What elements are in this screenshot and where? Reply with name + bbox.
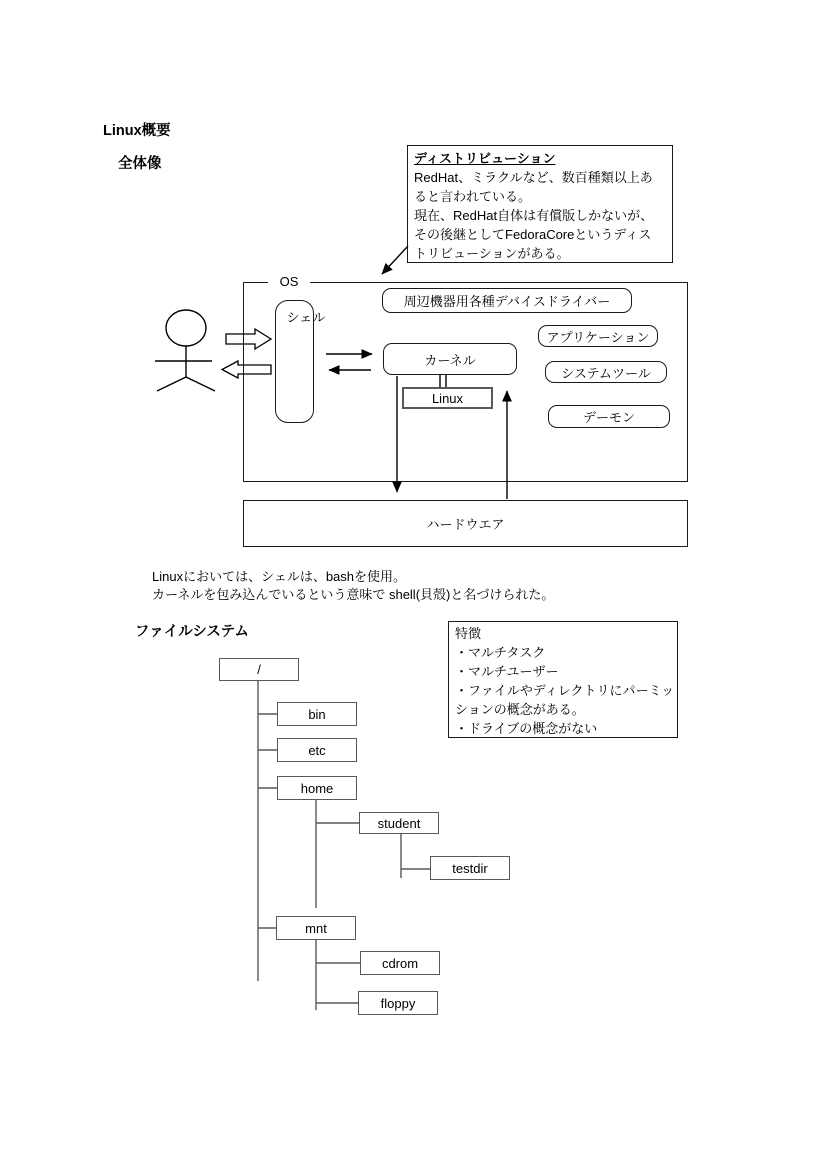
distribution-pointer-arrow (382, 246, 408, 274)
system-tool-box: システムツール (545, 361, 667, 383)
distribution-note-line: トリビューションがある。 (414, 246, 570, 261)
distribution-note-line: その後継としてFedoraCoreというディス (414, 227, 652, 242)
tree-node-floppy: floppy (358, 991, 438, 1015)
features-note-line: ・ファイルやディレクトリにパーミッ (455, 683, 675, 698)
shell-box (275, 300, 326, 423)
overview-heading: 全体像 (118, 156, 162, 172)
distribution-note-line: ると言われている。 (414, 189, 532, 204)
distribution-note-line: RedHat、ミラクルなど、数百種類以上あ (414, 170, 653, 185)
shell-label: シェル (286, 310, 326, 325)
device-driver-box: 周辺機器用各種デバイスドライバー (382, 288, 632, 313)
features-note-box (448, 621, 678, 738)
tree-node-home: home (277, 776, 357, 800)
distribution-note-title: ディストリビューション (414, 151, 556, 166)
distribution-note-line: 現在、RedHat自体は有償版しかないが、 (414, 208, 654, 223)
shell-note-line: カーネルを包み込んでいるという意味で shell(貝殻)と名づけられた。 (152, 586, 555, 602)
distribution-note-box (407, 145, 673, 263)
hardware-box: ハードウエア (243, 500, 688, 547)
features-note-line: ・マルチタスク (455, 645, 546, 660)
os-label: OS (268, 274, 310, 290)
daemon-box: デーモン (548, 405, 670, 428)
page-title: Linux概要 (103, 123, 171, 139)
tree-node-student: student (359, 812, 439, 834)
tree-node-mnt: mnt (276, 916, 356, 940)
tree-node-bin: bin (277, 702, 357, 726)
filesystem-heading: ファイルシステム (135, 624, 249, 640)
shell-note (152, 568, 554, 603)
features-note-line: ・ドライブの概念がない (455, 721, 598, 736)
tree-node-cdrom: cdrom (360, 951, 440, 975)
features-note-line: ・マルチユーザー (455, 664, 559, 679)
features-note-line: ションの概念がある。 (455, 702, 585, 717)
application-box: アプリケーション (538, 325, 658, 347)
tree-node-testdir: testdir (430, 856, 510, 880)
tree-node-etc: etc (277, 738, 357, 762)
kernel-box: カーネル (383, 343, 517, 375)
features-note-title: 特徴 (455, 626, 482, 641)
tree-node-root: / (219, 658, 299, 681)
linux-box: Linux (402, 387, 493, 409)
shell-note-line: Linuxにおいては、シェルは、bashを使用。 (152, 569, 407, 584)
user-stick-figure-icon (155, 310, 215, 391)
